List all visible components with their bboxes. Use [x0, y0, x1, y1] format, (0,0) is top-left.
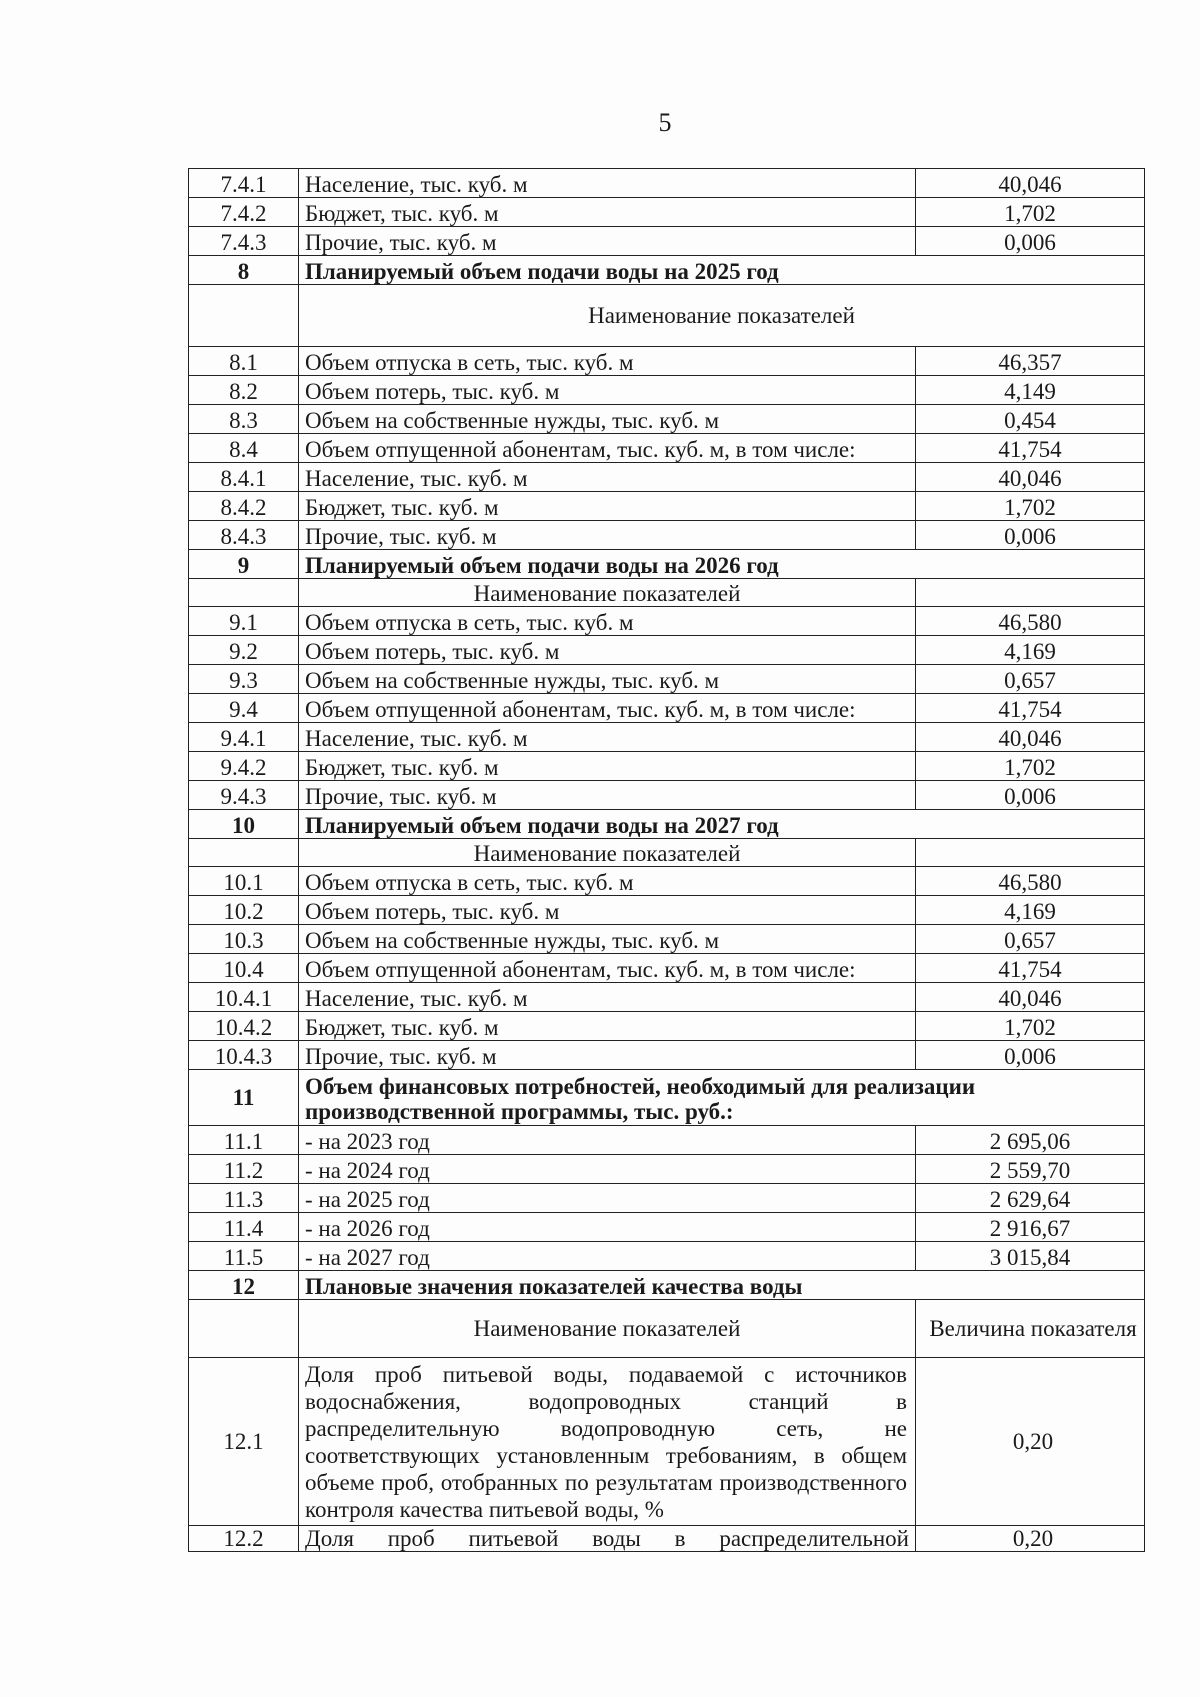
row-indicator-name: Объем отпущенной абонентам, тыс. куб. м, в том числе:: [299, 694, 916, 723]
row-number: 9.2: [189, 636, 299, 665]
row-number: 9.3: [189, 665, 299, 694]
table-row: [189, 198, 1145, 227]
row-indicator-name: Бюджет, тыс. куб. м: [299, 198, 916, 227]
row-value: 0,006: [916, 781, 1145, 810]
row-indicator-name: Население, тыс. куб. м: [299, 169, 916, 198]
row-number: 10.1: [189, 867, 299, 896]
row-number: 8.2: [189, 376, 299, 405]
row-indicator-name: Объем отпущенной абонентам, тыс. куб. м, в том числе:: [299, 954, 916, 983]
row-indicator-name: Бюджет, тыс. куб. м: [299, 752, 916, 781]
row-value: 0,454: [916, 405, 1145, 434]
header-empty-cell: [916, 839, 1145, 867]
row-number: 9.4: [189, 694, 299, 723]
column-header-row: [189, 285, 1145, 347]
table-row: [189, 1155, 1145, 1184]
table-row: [189, 867, 1145, 896]
row-indicator-name: Объем отпущенной абонентам, тыс. куб. м, в том числе:: [299, 434, 916, 463]
row-value: 40,046: [916, 983, 1145, 1012]
table-row: [189, 463, 1145, 492]
row-indicator-name: Прочие, тыс. куб. м: [299, 1041, 916, 1070]
row-indicator-name: Население, тыс. куб. м: [299, 463, 916, 492]
header-empty-cell: [189, 1300, 299, 1358]
row-indicator-name: Прочие, тыс. куб. м: [299, 781, 916, 810]
table-row: [189, 665, 1145, 694]
row-value: 0,006: [916, 1041, 1145, 1070]
table-row: [189, 752, 1145, 781]
row-value: 3 015,84: [916, 1242, 1145, 1271]
header-value: Величина показателя: [916, 1300, 1145, 1358]
row-value: 41,754: [916, 434, 1145, 463]
section-number: 8: [189, 256, 299, 285]
section-title: Объем финансовых потребностей, необходимый для реализации производственной программы, тыс. руб.:: [299, 1070, 1145, 1126]
row-number: 11.5: [189, 1242, 299, 1271]
row-value: 4,169: [916, 636, 1145, 665]
row-indicator-name: - на 2027 год: [299, 1242, 916, 1271]
header-indicator-name: Наименование показателей: [299, 839, 916, 867]
table-row: [189, 925, 1145, 954]
section-row: [189, 256, 1145, 285]
section-title: Планируемый объем подачи воды на 2025 год: [299, 256, 1145, 285]
table-row: [189, 1184, 1145, 1213]
row-value: 46,580: [916, 867, 1145, 896]
column-header-row: [189, 839, 1145, 867]
row-number: 9.1: [189, 607, 299, 636]
table-row: [189, 1242, 1145, 1271]
section-title: Планируемый объем подачи воды на 2026 год: [299, 550, 1145, 579]
row-number: 12.1: [189, 1358, 299, 1526]
table-row: [189, 954, 1145, 983]
row-value: 1,702: [916, 198, 1145, 227]
row-number: 7.4.1: [189, 169, 299, 198]
row-number: 8.4.2: [189, 492, 299, 521]
row-value: 40,046: [916, 723, 1145, 752]
row-indicator-name: Объем на собственные нужды, тыс. куб. м: [299, 405, 916, 434]
row-number: 10.4.1: [189, 983, 299, 1012]
row-value: 4,169: [916, 896, 1145, 925]
table-row: [189, 376, 1145, 405]
row-number: 7.4.3: [189, 227, 299, 256]
section-title: Плановые значения показателей качества воды: [299, 1271, 1145, 1300]
row-value: 4,149: [916, 376, 1145, 405]
row-value: 2 916,67: [916, 1213, 1145, 1242]
table-row: [189, 405, 1145, 434]
header-indicator-name: Наименование показателей: [299, 579, 916, 607]
row-value: 40,046: [916, 463, 1145, 492]
production-program-table: [188, 168, 1145, 1552]
row-number: 11.3: [189, 1184, 299, 1213]
header-indicator-name: Наименование показателей: [299, 285, 1145, 347]
row-number: 8.3: [189, 405, 299, 434]
row-number: 9.4.2: [189, 752, 299, 781]
section-row: [189, 1271, 1145, 1300]
table-row: [189, 1041, 1145, 1070]
row-number: 7.4.2: [189, 198, 299, 227]
row-number: 12.2: [189, 1526, 299, 1552]
table-row: [189, 1358, 1145, 1526]
table-row: [189, 1012, 1145, 1041]
row-indicator-name: - на 2025 год: [299, 1184, 916, 1213]
table-row: [189, 227, 1145, 256]
row-value: 1,702: [916, 492, 1145, 521]
row-indicator-name: Объем отпуска в сеть, тыс. куб. м: [299, 347, 916, 376]
row-indicator-name: Прочие, тыс. куб. м: [299, 227, 916, 256]
table-row: [189, 636, 1145, 665]
row-number: 10.4.3: [189, 1041, 299, 1070]
row-number: 10.4.2: [189, 1012, 299, 1041]
row-value: 0,20: [916, 1526, 1145, 1552]
row-number: 10.4: [189, 954, 299, 983]
table-body: [189, 169, 1145, 1552]
table-row: [189, 347, 1145, 376]
row-indicator-name: Объем отпуска в сеть, тыс. куб. м: [299, 607, 916, 636]
row-value: 40,046: [916, 169, 1145, 198]
row-indicator-name: Население, тыс. куб. м: [299, 723, 916, 752]
header-empty-cell: [189, 839, 299, 867]
page-number: 5: [658, 108, 672, 137]
row-indicator-name: Бюджет, тыс. куб. м: [299, 1012, 916, 1041]
row-value: 0,006: [916, 227, 1145, 256]
row-number: 11.2: [189, 1155, 299, 1184]
row-value: 46,580: [916, 607, 1145, 636]
row-number: 11.1: [189, 1126, 299, 1155]
row-value: 0,657: [916, 665, 1145, 694]
row-number: 9.4.1: [189, 723, 299, 752]
row-value: 41,754: [916, 954, 1145, 983]
row-indicator-name: Доля проб питьевой воды, подаваемой с источников водоснабжения, водопроводных станций в распределительную водопроводную сеть, не соответствующих установленным требованиям, в общем объеме проб, отобранных по результатам производственного контроля качества питьевой воды, %: [299, 1358, 916, 1526]
row-indicator-name: Объем потерь, тыс. куб. м: [299, 896, 916, 925]
row-indicator-name: Бюджет, тыс. куб. м: [299, 492, 916, 521]
header-empty-cell: [916, 579, 1145, 607]
row-number: 8.4: [189, 434, 299, 463]
row-number: 8.4.3: [189, 521, 299, 550]
table-row: [189, 521, 1145, 550]
row-value: 2 629,64: [916, 1184, 1145, 1213]
row-number: 9.4.3: [189, 781, 299, 810]
section-number: 12: [189, 1271, 299, 1300]
column-header-row: [189, 579, 1145, 607]
table-row: [189, 434, 1145, 463]
table-row: [189, 169, 1145, 198]
row-indicator-name: Население, тыс. куб. м: [299, 983, 916, 1012]
table-row: [189, 1126, 1145, 1155]
row-number: 8.1: [189, 347, 299, 376]
row-number: 10.2: [189, 896, 299, 925]
row-indicator-name: - на 2023 год: [299, 1126, 916, 1155]
table-row: [189, 781, 1145, 810]
section-row: [189, 1070, 1145, 1126]
table-row: [189, 607, 1145, 636]
row-indicator-name: Доля проб питьевой воды в распределительной: [299, 1526, 916, 1552]
section-number: 9: [189, 550, 299, 579]
header-indicator-name: Наименование показателей: [299, 1300, 916, 1358]
row-value: 0,657: [916, 925, 1145, 954]
row-indicator-name: Объем на собственные нужды, тыс. куб. м: [299, 925, 916, 954]
row-number: 8.4.1: [189, 463, 299, 492]
row-indicator-name: - на 2026 год: [299, 1213, 916, 1242]
row-number: 10.3: [189, 925, 299, 954]
row-indicator-name: Объем потерь, тыс. куб. м: [299, 636, 916, 665]
row-value: 1,702: [916, 1012, 1145, 1041]
section-row: [189, 810, 1145, 839]
section-number: 11: [189, 1070, 299, 1126]
column-header-row: [189, 1300, 1145, 1358]
table-row: [189, 983, 1145, 1012]
section-title: Планируемый объем подачи воды на 2027 год: [299, 810, 1145, 839]
row-value: 2 559,70: [916, 1155, 1145, 1184]
row-indicator-name: Объем потерь, тыс. куб. м: [299, 376, 916, 405]
row-value: 1,702: [916, 752, 1145, 781]
table-row: [189, 1213, 1145, 1242]
row-indicator-name: Прочие, тыс. куб. м: [299, 521, 916, 550]
header-empty-cell: [189, 285, 299, 347]
table-row: [189, 1526, 1145, 1552]
row-value: 0,20: [916, 1358, 1145, 1526]
section-row: [189, 550, 1145, 579]
row-value: 46,357: [916, 347, 1145, 376]
table-row: [189, 694, 1145, 723]
table-row: [189, 723, 1145, 752]
row-value: 2 695,06: [916, 1126, 1145, 1155]
row-indicator-name: - на 2024 год: [299, 1155, 916, 1184]
row-indicator-name: Объем на собственные нужды, тыс. куб. м: [299, 665, 916, 694]
table-row: [189, 492, 1145, 521]
section-number: 10: [189, 810, 299, 839]
header-empty-cell: [189, 579, 299, 607]
row-value: 41,754: [916, 694, 1145, 723]
row-number: 11.4: [189, 1213, 299, 1242]
row-indicator-name: Объем отпуска в сеть, тыс. куб. м: [299, 867, 916, 896]
row-value: 0,006: [916, 521, 1145, 550]
table-row: [189, 896, 1145, 925]
